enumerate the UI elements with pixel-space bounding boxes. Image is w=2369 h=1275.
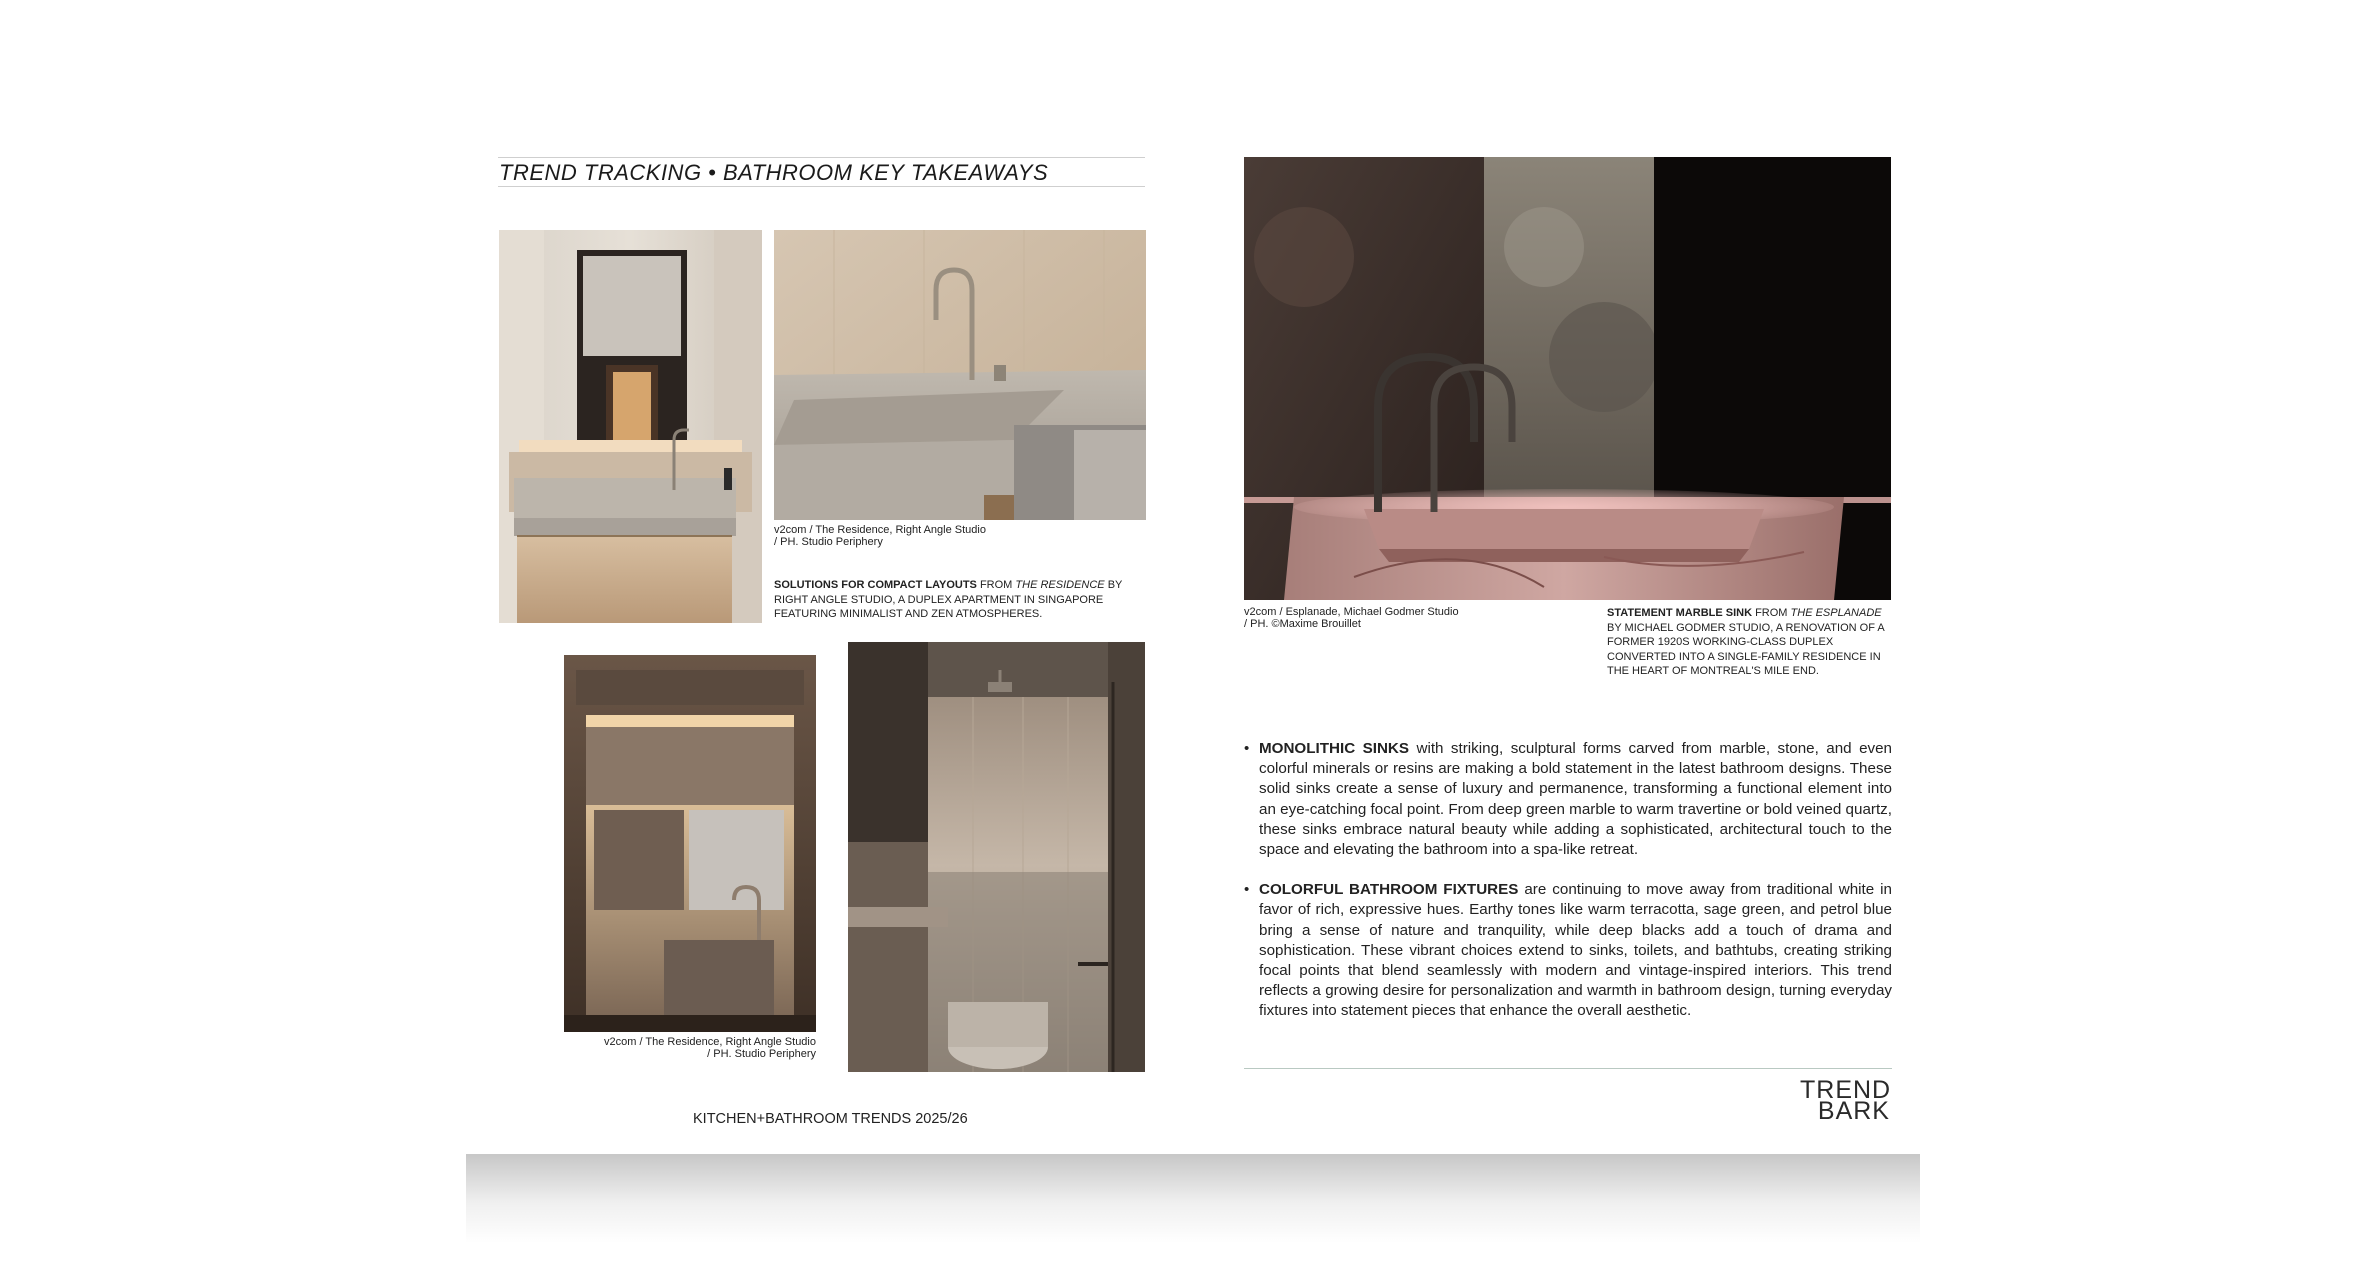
logo-line-1: TREND — [1800, 1076, 1892, 1104]
bullet-text: are continuing to move away from traditional white in favor of rich, expressive hues. Earthy tones like warm terracotta, sage green, and petrol blue bring a sense of nature and tranquility, while deep blacks add a touch of drama and sophistication. These vibrant choices extend to sinks, toilets, and bathtubs, creating striking focal points that blend seamlessly with modern and vintage-inspired interiors. This trend reflects a growing desire for personalization and warmth in bathroom design, turning everyday fixtures into statement pieces that enhance the overall aesthetic. — [1259, 881, 1892, 1020]
bullet-title: COLORFUL BATHROOM FIXTURES — [1259, 881, 1519, 899]
caption-compact-italic: THE RESIDENCE — [1015, 579, 1105, 591]
caption-compact-layouts — [774, 578, 1146, 622]
header-top-rule — [498, 157, 1145, 158]
shower-room-photo — [848, 642, 1145, 1072]
footer-divider — [1244, 1068, 1892, 1069]
caption-marble-bold: STATEMENT MARBLE SINK — [1607, 607, 1753, 619]
marble-sink-photo — [1244, 157, 1891, 600]
trendbark-logo — [1800, 1076, 1892, 1125]
caption-compact-pre: FROM — [976, 579, 1016, 591]
footer-publication-title: KITCHEN+BATHROOM TRENDS 2025/26 — [693, 1111, 968, 1127]
photo-credit-residence-bottom: v2com / The Residence, Right Angle Studio / PH. Studio Periphery — [604, 1036, 816, 1060]
bathroom-vanity-photo — [499, 230, 762, 623]
logo-line-2: BARK — [1817, 1097, 1890, 1125]
page-shadow — [466, 1154, 1920, 1244]
niche-sink-photo — [564, 655, 816, 1032]
caption-compact-bold: SOLUTIONS FOR COMPACT LAYOUTS — [774, 579, 977, 591]
sink-closeup-photo — [774, 230, 1146, 520]
list-item — [1244, 880, 1892, 1021]
key-takeaways-list — [1244, 739, 1892, 1042]
caption-compact-post: BY RIGHT ANGLE STUDIO, A DUPLEX APARTMENT IN SINGAPORE FEATURING MINIMALIST AND ZEN ATMOSPHERES. — [774, 579, 1123, 620]
photo-credit-esplanade: v2com / Esplanade, Michael Godmer Studio / PH. ©Maxime Brouillet — [1244, 606, 1459, 630]
caption-marble-italic: THE ESPLANADE — [1790, 607, 1882, 619]
caption-statement-marble — [1607, 606, 1892, 679]
bullet-title: MONOLITHIC SINKS — [1259, 740, 1410, 757]
page-title: TREND TRACKING • BATHROOM KEY TAKEAWAYS — [499, 160, 1049, 185]
caption-marble-pre: FROM — [1752, 607, 1791, 619]
bullet-text: with striking, sculptural forms carved from marble, stone, and even colorful minerals or resins are making a bold statement in the latest bathroom designs. These solid sinks create a sense of luxury and permanence, transforming a functional element into an eye-catching focal point. From deep green marble to warm travertine or bold veined quartz, these sinks embrace natural beauty while adding a sophisticated, architectural touch to the space and elevating the bathroom into a spa-like retreat. — [1259, 740, 1893, 859]
list-item — [1244, 739, 1892, 860]
caption-marble-post: BY MICHAEL GODMER STUDIO, A RENOVATION OF A FORMER 1920S WORKING-CLASS DUPLEX CONVERTED INTO A SINGLE-FAMILY RESIDENCE IN THE HEART OF MONTREAL'S MILE END. — [1607, 621, 1885, 677]
header-bottom-rule — [498, 186, 1145, 187]
photo-credit-residence-top: v2com / The Residence, Right Angle Studio / PH. Studio Periphery — [774, 524, 986, 548]
